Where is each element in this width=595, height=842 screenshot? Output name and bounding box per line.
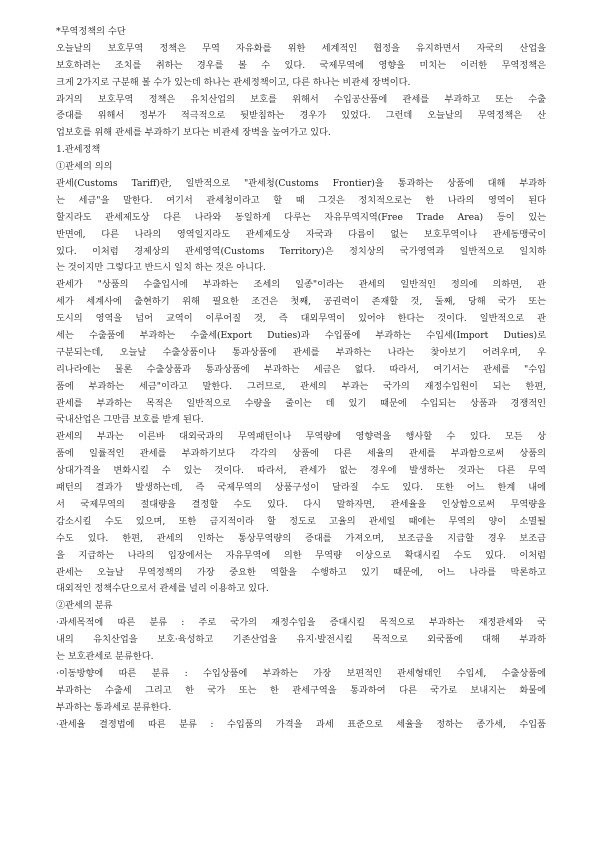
- text-line: 패턴의 결과가 발생하는데, 즉 국제무역의 상품구성이 달라질 수도 있다. 또한 어느 한계 내에: [56, 482, 546, 494]
- text-line: 세는 수출품에 부과하는 수출세(Export Duties)과 수입품에 부과하는 수입세(Import Duties)로: [56, 330, 546, 342]
- text-line: 부과하는 통과세로 분류한다.: [56, 701, 172, 713]
- text-line: 상대가격을 변화시킬 수 있는 것이다. 따라서, 관세가 없는 경우에 발생하는 것과는 다른 무역: [56, 465, 546, 477]
- text-line: 는 보호관세로 분류한다.: [56, 650, 154, 662]
- text-line: 는 세금"을 말한다. 여기서 관세청이라고 할 때 그것은 정치적으로는 한 나라의 영역이 된다: [56, 194, 546, 206]
- text-line: 감소시킬 수도 있으며, 또한 금지적이라 할 정도로 고율의 관세일 때에는 무역의 양이 소멸될: [56, 515, 546, 527]
- text-line: 품에 일률적인 관세를 부과하기보다 각각의 상품에 다른 세율의 관세를 부과함으로써 상품의: [56, 448, 546, 460]
- text-line: ①관세의 의의: [56, 161, 113, 173]
- text-line: 관세는 오늘날 무역정책의 가장 중요한 역할을 수행하고 있기 때문에, 어느 나라를 막론하고: [56, 566, 546, 578]
- text-line: 관세의 부과는 이른바 대외국과의 무역패턴이나 무역량에 영향력을 행사할 수 있다. 모든 상: [56, 431, 546, 443]
- document-body: [56, 24, 546, 733]
- text-line: 반면에, 다른 나라의 영역일지라도 관세제도상 자국과 다름이 없는 보호무역이나 관세동맹국이: [56, 228, 546, 240]
- text-line: ·과세목적에 따른 분류 : 주로 국가의 재정수입을 증대시킬 목적으로 부과하는 재정관세와 국: [56, 617, 546, 629]
- text-line: 세가 세계사에 출현하기 위해 필요한 조건은 첫째, 공권력이 존재할 것, 둘째, 당해 국가 또는: [56, 296, 546, 308]
- text-line: 수도 있다. 한편, 관세의 인하는 통상무역량의 증대를 가져오며, 보조금을 지급할 경우 보조금: [56, 532, 546, 544]
- text-line: 관세(Customs Tariff)란, 일반적으로 "관세청(Customs Frontier)을 통과하는 상품에 대해 부과하: [56, 178, 546, 190]
- text-line: 관세를 부과하는 목적은 일반적으로 수량을 줄이는 데 있기 때문에 수입되는 상품과 경쟁적인: [56, 397, 546, 409]
- text-line: 국내산업은 그만큼 보호를 받게 된다.: [56, 414, 204, 426]
- text-line: 품에 부과하는 세금"이라고 말한다. 그러므로, 관세의 부과는 국가의 재정수입원이 되는 한편,: [56, 380, 546, 392]
- text-line: 크게 2가지로 구분해 볼 수가 있는데 하나는 관세정책이고, 다른 하나는 비관세 장벽이다.: [56, 76, 411, 88]
- text-line: 증대를 위해서 정부가 적극적으로 뒷받침하는 경우가 있었다. 그런데 오늘날의 무역정책은 산: [56, 110, 546, 122]
- text-line: 과거의 보호무역 정책은 유치산업의 보호를 위해서 수입공산품에 관세를 부과하고 또는 수출: [56, 93, 546, 105]
- text-line: 리나라에는 물론 수출상품과 통과상품에 부과하는 세금은 없다. 따라서, 여기서는 관세를 "수입: [56, 363, 546, 375]
- text-line: 도시의 영역을 넘어 교역이 이루어질 것, 즉 대외무역이 있어야 한다는 것이다. 일반적으로 관: [56, 313, 546, 325]
- text-line: 할지라도 관세제도상 다른 나라와 동일하게 다루는 자유무역지역(Free Trade Area) 등이 있는: [56, 211, 546, 223]
- text-line: ·이동방향에 따른 분류 : 수입상품에 부과하는 가장 보편적인 관세형태인 수입세, 수출상품에: [56, 667, 546, 679]
- text-line: 대외적인 정책수단으로서 관세를 널리 이용하고 있다.: [56, 583, 269, 595]
- text-line: 는 것이지만 그렇다고 반드시 일치 하는 것은 아니다.: [56, 262, 266, 274]
- text-line: 관세가 "상품의 수출입시에 부과하는 조세의 일종"이라는 관세의 일반적인 정의에 의하면, 관: [56, 279, 546, 291]
- text-line: 부과하는 수출세 그리고 한 국가 또는 한 관세구역을 통과하여 다른 국가로 보내지는 화물에: [56, 684, 546, 696]
- text-line: 서 국제무역의 절대량을 결정할 수도 있다. 다시 말하자면, 관세율을 인상함으로써 무역량을: [56, 498, 546, 510]
- text-line: 있다. 이처럼 경제상의 관세영역(Customs Territory)은 정치상의 국가영역과 일반적으로 일치하: [56, 245, 546, 257]
- text-line: 보호하려는 조치를 취하는 경우를 볼 수 있다. 국제무역에 영향을 미치는 이러한 무역정책은: [56, 59, 546, 71]
- text-line: 업보호를 위해 관세를 부과하기 보다는 비관세 장벽을 높여가고 있다.: [56, 127, 331, 139]
- text-line: *무역정책의 수단: [56, 26, 126, 37]
- text-line: 을 지급하는 나라의 입장에서는 자유무역에 의한 무역량 이상으로 확대시킬 수도 있다. 이처럼: [56, 549, 546, 561]
- text-line: ②관세의 분류: [56, 600, 113, 612]
- text-line: 오늘날의 보호무역 정책은 무역 자유화를 위한 세계적인 협정을 유지하면서 자국의 산업을: [56, 42, 546, 54]
- text-line: 1.관세정책: [56, 144, 101, 156]
- text-line: 구분되는데, 오늘날 수출상품이나 통과상품에 관세를 부과하는 나라는 찾아보기 어려우며, 우: [56, 346, 546, 358]
- text-line: ·관세율 결정법에 따른 분류 : 수입품의 가격을 과세 표준으로 세율을 정하는 종가세, 수입품: [56, 718, 546, 730]
- text-line: 내의 유치산업을 보호·육성하고 기존산업을 유지·발전시킬 목적으로 외국품에 대해 부과하: [56, 634, 546, 646]
